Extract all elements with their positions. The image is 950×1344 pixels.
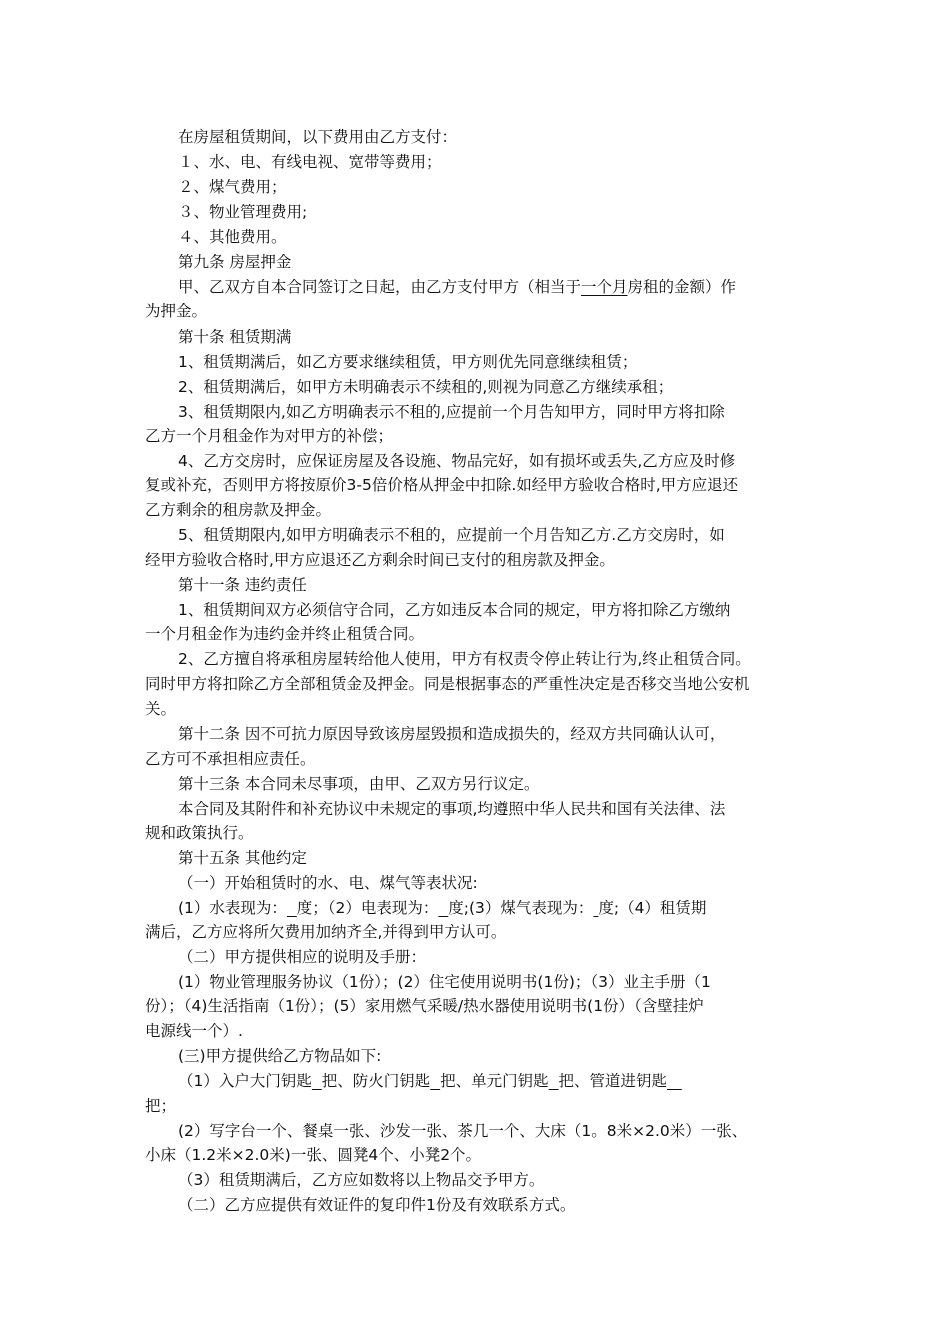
section-heading: 第十一条 违约责任 bbox=[178, 576, 307, 594]
text-line: （1）入户大门钥匙 把、防火门钥匙 把、单元门钥匙 把、管道进钥匙 bbox=[178, 1071, 843, 1091]
section-heading: 第十条 租赁期满 bbox=[178, 328, 292, 346]
underlined-term: 一个月 bbox=[581, 278, 628, 296]
text-line: 复或补充，否则甲方将按原价3-5倍价格从押金中扣除.如经甲方验收合格时,甲方应退还 bbox=[145, 476, 739, 494]
text-line: 关。 bbox=[145, 700, 177, 718]
text-line: 甲、乙双方自本合同签订之日起，由乙方支付甲方（相当于一个月房租的金额）作 bbox=[178, 278, 737, 296]
text-line: １、水、电、有线电视、宽带等费用； bbox=[178, 153, 442, 171]
text-line: （一）开始租赁时的水、电、煤气等表状况: bbox=[178, 874, 478, 892]
text-line: 乙方一个月租金作为对甲方的补偿； bbox=[145, 427, 394, 445]
text-line: ３、物业管理费用; bbox=[178, 203, 308, 221]
text-line: 为押金。 bbox=[145, 302, 208, 320]
text-line: (2）写字台一个、餐桌一张、沙发一张、茶几一个、大床（1。8米×2.0米）一张、 bbox=[178, 1122, 748, 1140]
blank-field bbox=[312, 1072, 322, 1090]
blank-field bbox=[430, 1072, 440, 1090]
text-line: 电源线一个）. bbox=[145, 1022, 243, 1040]
text-line: (三)甲方提供给乙方物品如下: bbox=[178, 1047, 382, 1065]
text-line: 份）；（4)生活指南（1份）；(5）家用燃气采暖/热水器使用说明书(1份）（含壁挂炉 bbox=[145, 997, 704, 1015]
text-line: 经甲方验收合格时,甲方应退还乙方剩余时间已支付的租房款及押金。 bbox=[145, 551, 615, 569]
text-line: 小床（1.2米×2.0米)一张、圆凳4个、小凳2个。 bbox=[145, 1146, 482, 1164]
text-line: ２、煤气费用； bbox=[178, 178, 287, 196]
section-heading: 第十五条 其他约定 bbox=[178, 849, 307, 867]
text-line: 满后，乙方应将所欠费用加纳齐全,并得到甲方认可。 bbox=[145, 923, 507, 941]
text-line: 乙方剩余的租房款及押金。 bbox=[145, 501, 332, 519]
text-line: (1）水表现为： 度；（2）电表现为： 度;(3）煤气表现为： 度;（4）租赁期 bbox=[178, 899, 707, 917]
text-line: 乙方可不承担相应责任。 bbox=[145, 750, 316, 768]
text-line: 1、租赁期满后，如乙方要求继续租赁，甲方则优先同意继续租赁； bbox=[178, 353, 638, 371]
text-line: 规和政策执行。 bbox=[145, 824, 254, 842]
blank-field bbox=[438, 899, 448, 917]
text-line: 第十二条 因不可抗力原因导致该房屋毁损和造成损失的，经双方共同确认认可， bbox=[178, 725, 726, 743]
text-line: 在房屋租赁期间，以下费用由乙方支付： bbox=[178, 128, 458, 146]
text-line: 把； bbox=[145, 1097, 177, 1115]
text-line: 本合同及其附件和补充协议中未规定的事项,均遵照中华人民共和国有关法律、法 bbox=[178, 800, 726, 818]
blank-field bbox=[287, 899, 297, 917]
text-line: （3）租赁期满后，乙方应如数将以上物品交予甲方。 bbox=[178, 1171, 545, 1189]
text-line: （二）甲方提供相应的说明及手册： bbox=[178, 948, 427, 966]
text-line: (1）物业管理服务协议（1份）；(2）住宅使用说明书(1份)；（3）业主手册（1 bbox=[178, 973, 711, 991]
text-line: 5、租赁期限内,如甲方明确表示不租的，应提前一个月告知乙方.乙方交房时，如 bbox=[178, 526, 725, 544]
text-line: 2、租赁期满后，如甲方未明确表示不续租的,则视为同意乙方继续承租； bbox=[178, 378, 674, 396]
section-heading: 第九条 房屋押金 bbox=[178, 253, 292, 271]
text-line: （二）乙方应提供有效证件的复印件1份及有效联系方式。 bbox=[178, 1196, 576, 1214]
text-line: 1、租赁期间双方必须信守合同，乙方如违反本合同的规定，甲方将扣除乙方缴纳 bbox=[178, 601, 731, 619]
text-line: 一个月租金作为违约金并终止租赁合同。 bbox=[145, 625, 425, 643]
blank-field bbox=[549, 1072, 559, 1090]
section-heading: 第十三条 本合同未尽事项，由甲、乙双方另行议定。 bbox=[178, 775, 540, 793]
blank-field bbox=[667, 1072, 682, 1090]
text-line: 2、乙方擅自将承租房屋转给他人使用，甲方有权责令停止转让行为,终止租赁合同。 bbox=[178, 650, 751, 668]
text-line: 4、乙方交房时，应保证房屋及各设施、物品完好，如有损坏或丢失,乙方应及时修 bbox=[178, 452, 736, 470]
text-line: ４、其他费用。 bbox=[178, 228, 287, 246]
text-line: 同时甲方将扣除乙方全部租赁金及押金。同是根据事态的严重性决定是否移交当地公安机 bbox=[145, 675, 750, 693]
text-line: 3、租赁期限内,如乙方明确表示不租的,应提前一个月告知甲方，同时甲方将扣除 bbox=[178, 403, 725, 421]
